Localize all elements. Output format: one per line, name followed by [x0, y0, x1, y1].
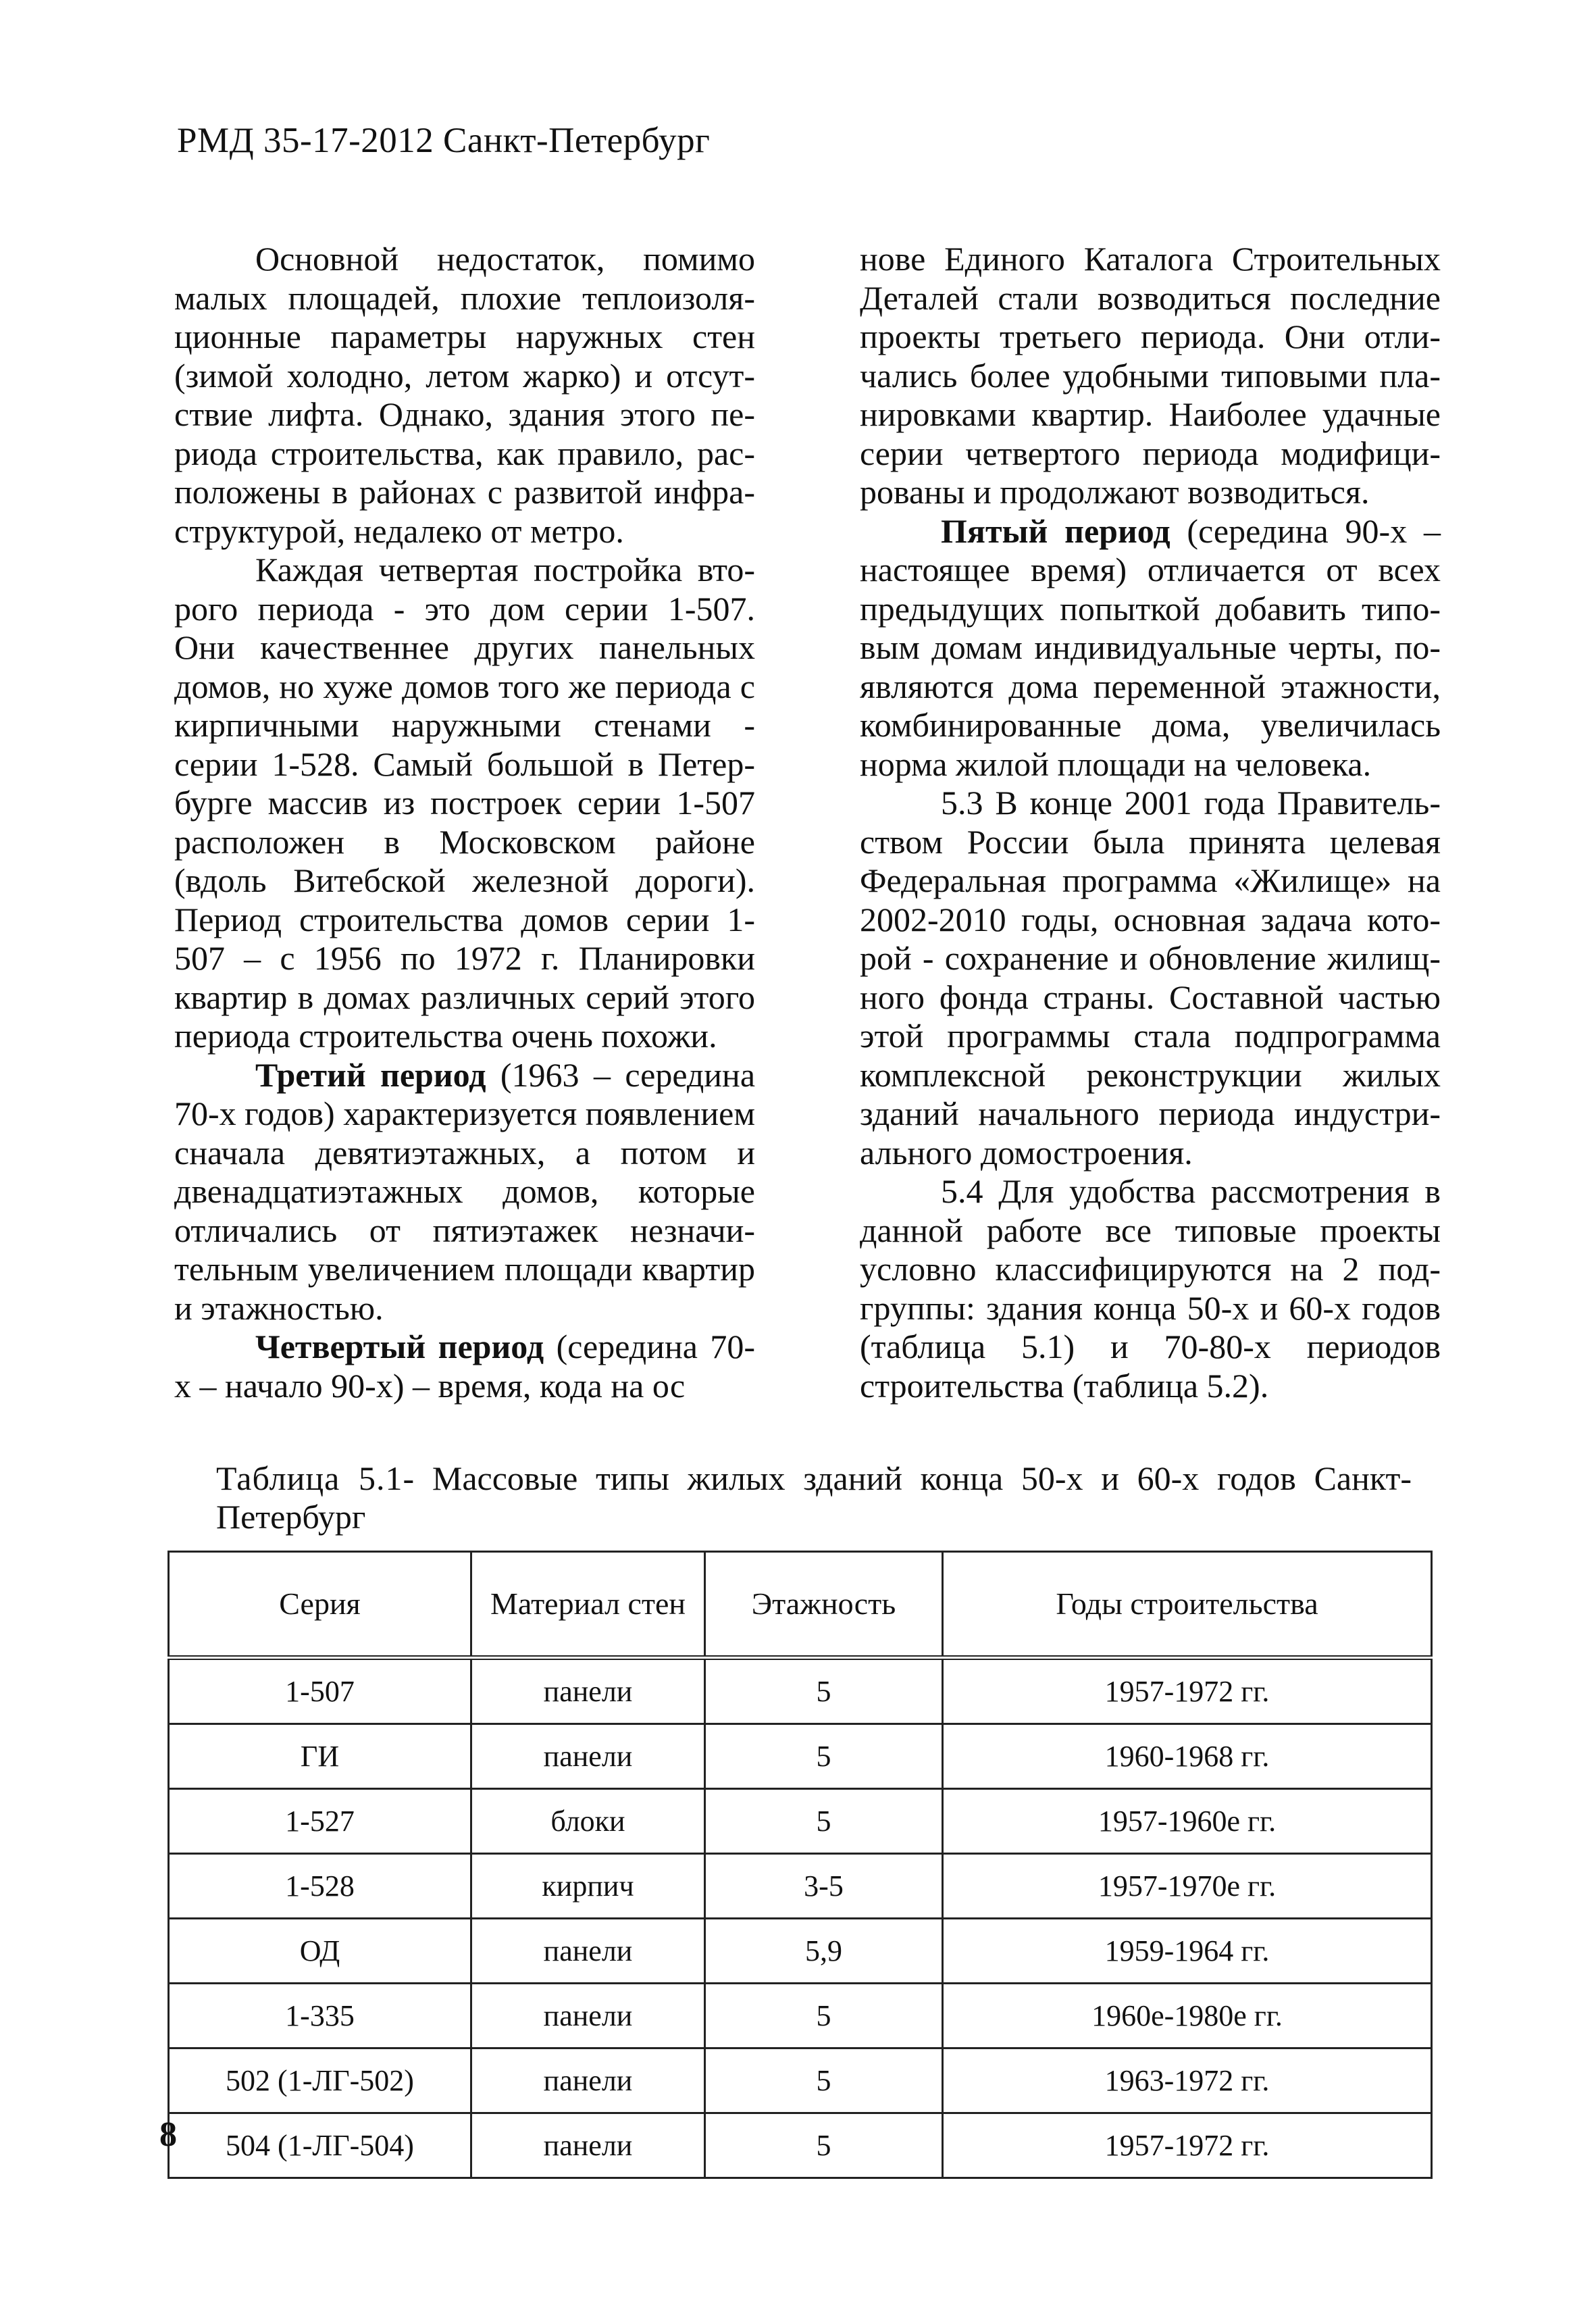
table-row	[169, 1919, 1432, 1984]
buildings-table	[168, 1551, 1433, 2179]
cell-material: панели	[471, 1984, 705, 2048]
cell-material: панели	[471, 2048, 705, 2113]
table-row	[169, 2113, 1432, 2178]
period-heading: Третий период	[255, 1055, 486, 1094]
paragraph: 5.4 Для удобства рассмотрения в данной работе все типовые проекты условно классифицируются на 2 подгруппы: здания конца 50-х и 60-х годов (таблица 5.1) и 70-80-х периодов строительства (таблица 5.2).	[860, 1172, 1441, 1405]
right-text-column	[860, 240, 1441, 1405]
table-caption	[216, 1459, 1412, 1536]
cell-floors: 5	[705, 1724, 943, 1789]
table-row	[169, 2048, 1432, 2113]
cell-series: ОД	[169, 1919, 471, 1984]
cell-floors: 5	[705, 1789, 943, 1854]
cell-years: 1963-1972 гг.	[943, 2048, 1432, 2113]
cell-floors: 5	[705, 2048, 943, 2113]
cell-series: 504 (1-ЛГ-504)	[169, 2113, 471, 2178]
cell-material: панели	[471, 1658, 705, 1724]
paragraph: Каждая четвертая постройка второго периода - это дом серии 1-507. Они качественнее других панельных домов, но хуже домов того же периода с кирпичными наружными стенами - серии 1-528. Самый большой в Петербурге массив из построек серии 1-507 расположен в Московском районе (вдоль Витебской железной дороги). Период строительства домов серии 1-507 – с 1956 по 1972 г. Планировки квартир в домах различных серий этого периода строительства очень похожи.	[174, 551, 755, 1055]
cell-series: 502 (1-ЛГ-502)	[169, 2048, 471, 2113]
cell-years: 1960-1968 гг.	[943, 1724, 1432, 1789]
cell-floors: 3-5	[705, 1854, 943, 1919]
table-row	[169, 1984, 1432, 2048]
cell-material: панели	[471, 1724, 705, 1789]
cell-material: панели	[471, 1919, 705, 1984]
cell-series: 1-528	[169, 1854, 471, 1919]
cell-floors: 5	[705, 1984, 943, 2048]
cell-years: 1957-1972 гг.	[943, 2113, 1432, 2178]
paragraph: Основной недостаток, помимо малых площадей, плохие теплоизоляционные параметры наружных стен (зимой холодно, летом жарко) и отсутствие лифта. Однако, здания этого периода строительства, как правило, расположены в районах с развитой инфраструктурой, недалеко от метро.	[174, 240, 755, 550]
table-header-row	[169, 1552, 1432, 1658]
cell-floors: 5,9	[705, 1919, 943, 1984]
table-row	[169, 1789, 1432, 1854]
paragraph-text: (середина 90-х – настоящее время) отличается от всех предыдущих попыткой добавить типовым домам индивидуальные черты, появляются дома переменной этажности, комбинированные дома, увеличилась норма жилой площади на человека.	[860, 511, 1441, 783]
header-floors: Этажность	[705, 1552, 943, 1658]
cell-years: 1960е-1980е гг.	[943, 1984, 1432, 2048]
paragraph	[174, 1328, 755, 1405]
cell-years: 1957-1960е гг.	[943, 1789, 1432, 1854]
cell-series: 1-507	[169, 1658, 471, 1724]
table-row	[169, 1854, 1432, 1919]
cell-years: 1957-1972 гг.	[943, 1658, 1432, 1724]
cell-years: 1959-1964 гг.	[943, 1919, 1432, 1984]
period-heading: Пятый период	[941, 511, 1170, 550]
cell-series: 1-335	[169, 1984, 471, 2048]
header-wall-material: Материал стен	[471, 1552, 705, 1658]
header-years: Годы строительства	[943, 1552, 1432, 1658]
paragraph-text: (1963 – середина 70-х годов) характеризуется появлением сначала девятиэтажных, а потом и двенадцатиэтажных домов, которые отличались от пятиэтажек незначительным увеличением площади квартир и этажностью.	[174, 1055, 756, 1327]
paragraph: нове Единого Каталога Строительных Деталей стали возводиться последние проекты третьего периода. Они отличались более удобными типовыми планировками квартир. Наиболее удачные серии четвертого периода модифицированы и продолжают возводиться.	[860, 240, 1441, 511]
cell-series: 1-527	[169, 1789, 471, 1854]
cell-material: блоки	[471, 1789, 705, 1854]
period-heading: Четвертый период	[255, 1328, 544, 1365]
paragraph	[174, 1056, 755, 1328]
cell-floors: 5	[705, 1658, 943, 1724]
paragraph-text: (середина 70-х – начало 90-х) – время, кода на ос	[174, 1328, 755, 1405]
table-row	[169, 1724, 1432, 1789]
cell-floors: 5	[705, 2113, 943, 2178]
cell-years: 1957-1970е гг.	[943, 1854, 1432, 1919]
paragraph	[860, 512, 1441, 784]
cell-material: кирпич	[471, 1854, 705, 1919]
cell-material: панели	[471, 2113, 705, 2178]
left-text-column	[174, 240, 755, 1405]
table-caption-text: - Массовые типы жилых зданий конца 50-х и 60-х годов Санкт-Петербург	[216, 1459, 1412, 1536]
cell-series: ГИ	[169, 1724, 471, 1789]
header-series: Серия	[169, 1552, 471, 1658]
page-number: 8	[159, 2115, 177, 2154]
table-caption-label: Таблица 5.1	[216, 1459, 403, 1497]
paragraph: 5.3 В конце 2001 года Правительством России была принята целевая Федеральная программа «Жилище» на 2002-2010 годы, основная задача которой - сохранение и обновление жилищного фонда страны. Составной частью этой программы стала подпрограмма комплексной реконструкции жилых зданий начального периода индустриального домостроения.	[860, 784, 1441, 1172]
table-row	[169, 1658, 1432, 1724]
running-header: РМД 35-17-2012 Санкт-Петербург	[177, 121, 711, 160]
